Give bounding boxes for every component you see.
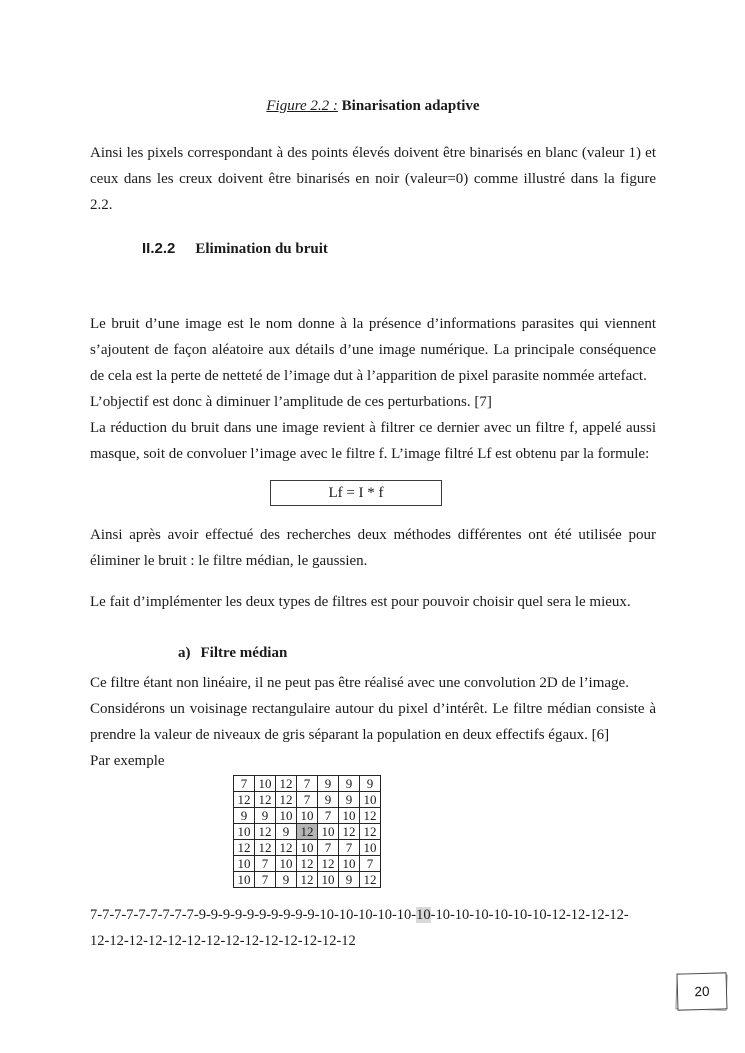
matrix-row [234,808,381,824]
matrix-row [234,792,381,808]
matrix-cell: 10 [318,824,339,840]
matrix-cell: 7 [255,856,276,872]
matrix-cell: 12 [297,856,318,872]
matrix-cell: 12 [234,840,255,856]
matrix-row [234,824,381,840]
matrix-cell: 12 [276,776,297,792]
matrix-cell: 12 [339,824,360,840]
matrix-cell: 7 [255,872,276,888]
matrix-cell: 10 [360,840,381,856]
matrix-row [234,840,381,856]
matrix-cell: 7 [360,856,381,872]
paragraph-noise: Le bruit d’une image est le nom donne à la présence d’informations parasites qui viennent s’ajoutent de façon aléatoire aux détails d’une image numérique. La principale conséquence de cela est la perte de netteté de l’image dut à l’apparition de pixel parasite nommée artefact. [90,316,656,384]
matrix-cell: 10 [255,776,276,792]
matrix-cell: 9 [318,776,339,792]
sorted-sequence [90,902,656,954]
matrix-cell: 10 [318,872,339,888]
section-title: Elimination du bruit [195,241,328,257]
matrix-cell: 7 [234,776,255,792]
matrix-cell: 7 [339,840,360,856]
matrix-cell: 10 [234,824,255,840]
subsection-label: a) [178,645,191,661]
pixel-matrix-body [234,776,381,888]
formula-box [270,480,442,506]
matrix-cell: 7 [297,776,318,792]
matrix-cell: 12 [255,840,276,856]
matrix-cell: 10 [339,808,360,824]
matrix-cell: 12 [360,872,381,888]
matrix-cell: 7 [318,840,339,856]
matrix-cell: 12 [276,792,297,808]
matrix-cell: 9 [339,872,360,888]
page-number: 20 [694,983,710,1000]
matrix-cell: 12 [297,872,318,888]
paragraph-methods: Ainsi après avoir effectué des recherches deux méthodes différentes ont été utilisée pour éliminer le bruit : le filtre médian, le gaussien. [90,527,656,569]
matrix-cell: 9 [276,872,297,888]
matrix-row [234,872,381,888]
matrix-cell: 9 [360,776,381,792]
sequence-line-1 [90,907,629,923]
paragraph-median-intro: Ce filtre étant non linéaire, il ne peut pas être réalisé avec une convolution 2D de l’image. [90,675,629,691]
paragraph-implement: Le fait d’implémenter les deux types de filtres est pour pouvoir choisir quel sera le mieux. [90,594,631,610]
matrix-cell: 10 [234,856,255,872]
sequence-prefix: 7-7-7-7-7-7-7-7-7-9-9-9-9-9-9-9-9-9-9-10-10-10-10-10- [90,907,417,923]
paragraph-intro: Ainsi les pixels correspondant à des points élevés doivent être binarisés en blanc (valeur 1) et ceux dans les creux doivent être binarisés en noir (valeur=0) comme illustré dans la figure 2.2. [90,145,656,213]
matrix-cell: 10 [276,856,297,872]
matrix-cell: 12 [360,824,381,840]
matrix-cell: 9 [234,808,255,824]
matrix-cell: 12 [276,840,297,856]
paragraph-example: Par exemple [90,753,165,769]
matrix-cell: 10 [297,808,318,824]
matrix-row [234,776,381,792]
matrix-cell: 12 [318,856,339,872]
paragraph-reduction: La réduction du bruit dans une image revient à filtrer ce dernier avec un filtre f, appelé aussi masque, soit de convoluer l’image avec le filtre f. L’image filtré Lf est obtenu par la formule: [90,420,656,462]
paragraph-objective: L’objectif est donc à diminuer l’amplitude de ces perturbations. [7] [90,394,492,410]
matrix-cell: 9 [255,808,276,824]
matrix-cell: 12 [234,792,255,808]
matrix-cell: 12 [255,824,276,840]
matrix-cell: 9 [339,776,360,792]
sequence-line-2: 12-12-12-12-12-12-12-12-12-12-12-12-12-12 [90,933,356,949]
matrix-cell: 9 [318,792,339,808]
matrix-cell: 9 [276,824,297,840]
page-content [90,93,656,954]
subsection-title: Filtre médian [200,645,288,661]
formula-text: Lf = I * f [328,485,384,501]
matrix-cell: 10 [276,808,297,824]
matrix-cell: 10 [339,856,360,872]
matrix-cell: 10 [234,872,255,888]
page-number-frame-inner [676,972,727,1010]
matrix-cell: 10 [297,840,318,856]
figure-caption-label: Figure 2.2 : [266,98,338,114]
figure-caption [90,93,656,119]
matrix-cell: 7 [297,792,318,808]
matrix-row [234,856,381,872]
matrix-cell: 7 [318,808,339,824]
matrix-cell: 9 [339,792,360,808]
matrix-cell-highlighted: 12 [297,824,318,840]
page-number-box [676,973,728,1011]
figure-caption-title: Binarisation adaptive [341,98,480,114]
matrix-cell: 10 [360,792,381,808]
section-number: II.2.2 [142,240,176,257]
matrix-cell: 12 [360,808,381,824]
paragraph-median-desc: Considérons un voisinage rectangulaire autour du pixel d’intérêt. Le filtre médian consiste à prendre la valeur de niveaux de gris séparant la population en deux effectifs égaux. [6] [90,701,656,743]
matrix-cell: 12 [255,792,276,808]
subsection-heading [90,640,656,666]
section-heading [90,236,656,262]
sequence-median-highlight: 10 [416,907,431,923]
pixel-matrix [233,775,381,888]
sequence-suffix: -10-10-10-10-10-10-12-12-12-12- [430,907,629,923]
